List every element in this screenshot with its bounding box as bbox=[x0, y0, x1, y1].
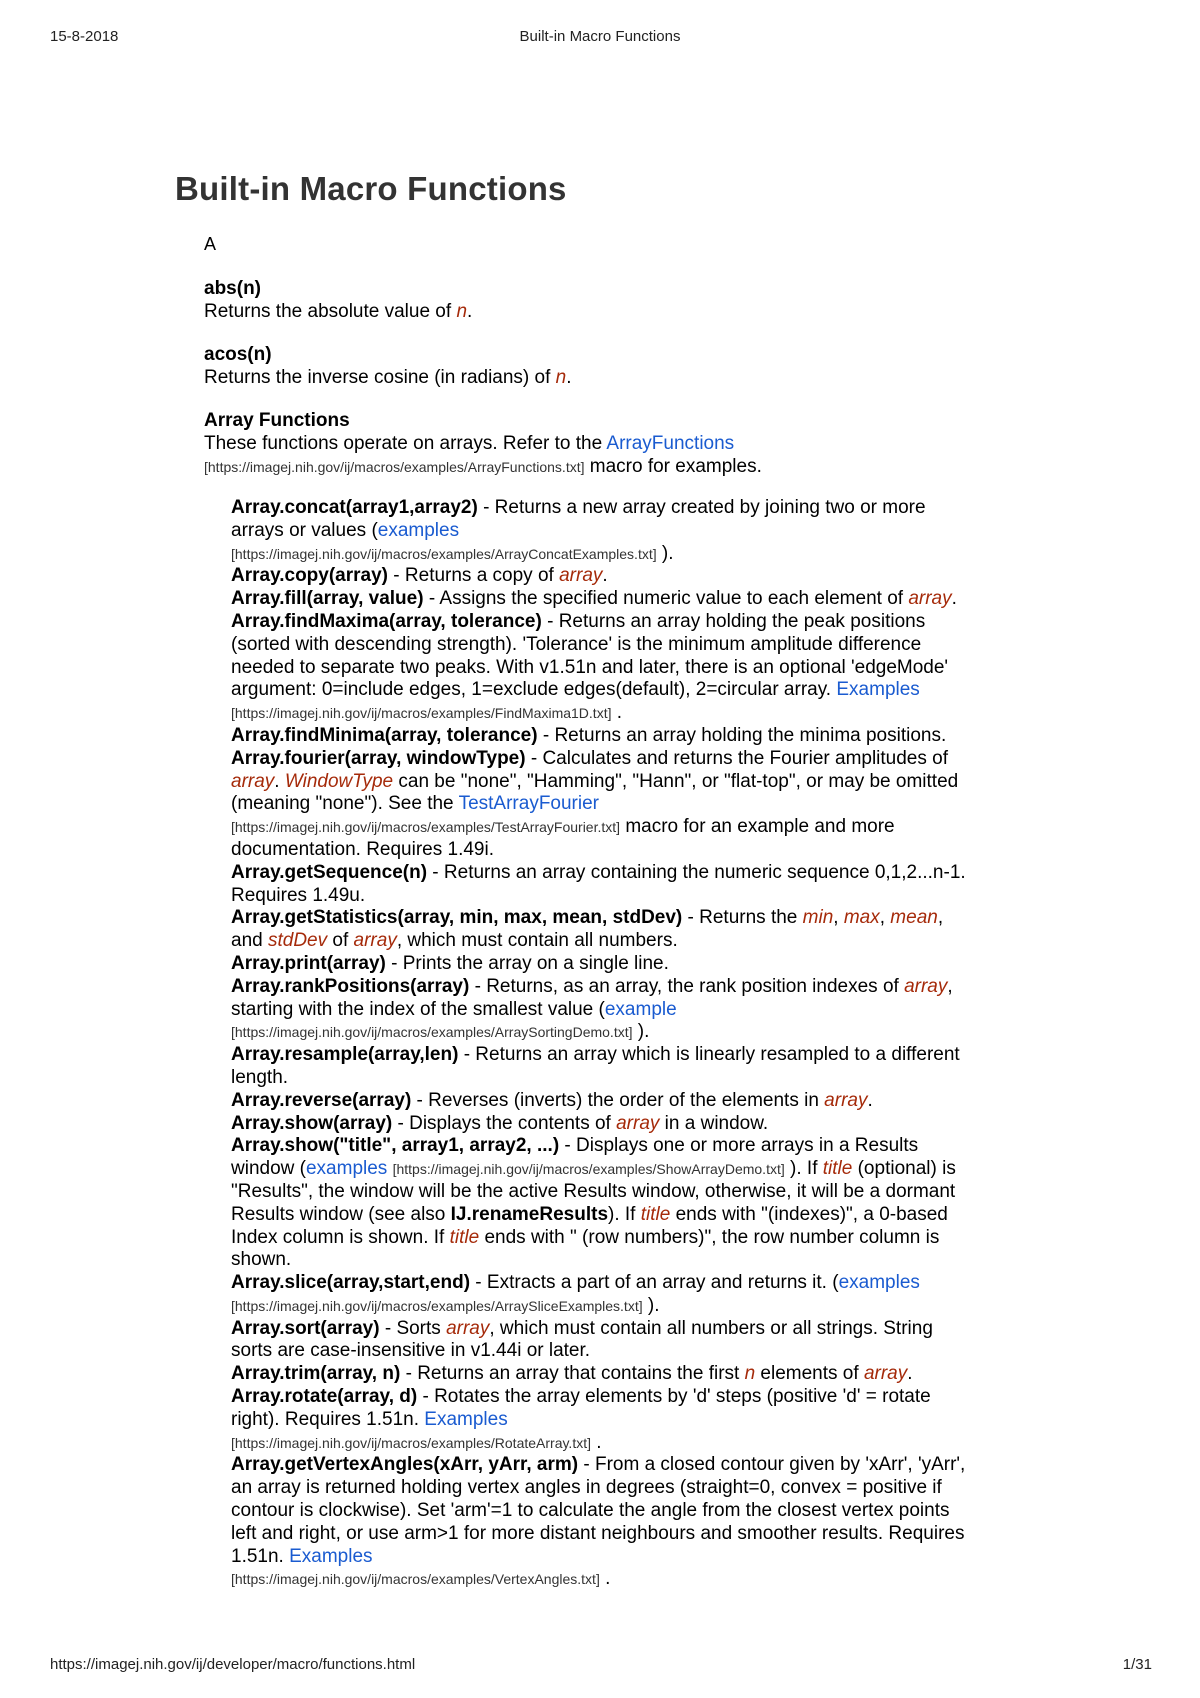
desc-text: . bbox=[467, 301, 473, 322]
header-date: 15-8-2018 bbox=[50, 28, 119, 45]
entry-array-show-title bbox=[231, 1135, 971, 1272]
function-reference: IJ.renameResults bbox=[450, 1203, 609, 1225]
desc-text: . bbox=[599, 1568, 611, 1590]
link-url: [https://imagej.nih.gov/ij/macros/examples/ArrayFunctions.txt] bbox=[204, 459, 585, 475]
examples-link[interactable]: examples bbox=[838, 1272, 920, 1294]
arg-n: n bbox=[456, 301, 468, 322]
entry-array-trim bbox=[231, 1363, 971, 1386]
entry-array-copy bbox=[231, 565, 971, 588]
desc-text: - Returns an array containing the numeric sequence 0,1,2...n-1. Requires 1.49u. bbox=[231, 861, 966, 906]
entry-array-findminima bbox=[231, 725, 971, 748]
desc-text: , which must contain all numbers. bbox=[396, 930, 678, 952]
function-signature: Array.print(array) bbox=[231, 952, 386, 974]
function-signature: Array.sort(array) bbox=[231, 1317, 380, 1339]
link-url: [https://imagej.nih.gov/ij/macros/examples/TestArrayFourier.txt] bbox=[231, 819, 621, 836]
desc-text: . bbox=[907, 1363, 913, 1385]
function-signature: Array.show("title", array1, array2, ...) bbox=[231, 1135, 560, 1157]
link-url: [https://imagej.nih.gov/ij/macros/examples/ArrayConcatExamples.txt] bbox=[231, 545, 657, 562]
desc-text: ). If bbox=[608, 1203, 641, 1225]
desc-text: , starting with the index of the smallest value ( bbox=[231, 975, 953, 1020]
desc-text: elements of bbox=[755, 1363, 864, 1385]
arg-name: array bbox=[231, 770, 275, 792]
function-signature: Array.getVertexAngles(xArr, yArr, arm) bbox=[231, 1454, 579, 1476]
desc-text: , which must contain all numbers or all strings. String sorts are case-insensitive in v1.44i or later. bbox=[231, 1317, 933, 1362]
function-acos bbox=[204, 343, 964, 389]
link-url: [https://imagej.nih.gov/ij/macros/examples/ArraySliceExamples.txt] bbox=[231, 1297, 643, 1314]
desc-text: ends with "(indexes)", a 0-based Index column is shown. If bbox=[231, 1203, 948, 1248]
link-url: [https://imagej.nih.gov/ij/macros/examples/RotateArray.txt] bbox=[231, 1434, 591, 1451]
desc-text: , bbox=[879, 907, 891, 929]
desc-text: can be "none", "Hamming", "Hann", or "flat-top", or may be omitted (meaning "none"). See the bbox=[231, 770, 959, 815]
desc-text: . bbox=[602, 565, 608, 587]
desc-text: - Calculates and returns the Fourier amplitudes of bbox=[525, 747, 949, 769]
desc-text: - Prints the array on a single line. bbox=[385, 952, 669, 974]
desc-text: . bbox=[591, 1431, 602, 1453]
examples-link[interactable]: examples bbox=[305, 1158, 388, 1180]
function-signature: Array.reverse(array) bbox=[231, 1089, 412, 1111]
link-url: [https://imagej.nih.gov/ij/macros/examples/VertexAngles.txt] bbox=[231, 1571, 600, 1588]
examples-link[interactable]: examples bbox=[377, 519, 460, 541]
arg-name: array bbox=[863, 1363, 908, 1385]
entry-array-findmaxima bbox=[231, 611, 971, 725]
entry-array-reverse bbox=[231, 1090, 971, 1113]
desc-text: . bbox=[274, 770, 285, 792]
desc-text: - Returns, as an array, the rank position indexes of bbox=[469, 975, 905, 997]
array-functions-heading: Array Functions bbox=[204, 410, 350, 431]
arg-name: array bbox=[616, 1112, 660, 1134]
function-acos-desc bbox=[204, 366, 964, 389]
desc-text: macro for an example and more documentation. Requires 1.49i. bbox=[231, 816, 895, 860]
desc-text: Returns the inverse cosine (in radians) of bbox=[204, 367, 556, 388]
desc-text: - Returns the bbox=[682, 907, 803, 929]
desc-text: - Sorts bbox=[379, 1317, 447, 1339]
header-doc-title: Built-in Macro Functions bbox=[519, 28, 681, 45]
examples-link[interactable]: Examples bbox=[836, 679, 920, 701]
entry-array-rotate bbox=[231, 1386, 971, 1454]
function-signature: Array.findMinima(array, tolerance) bbox=[231, 724, 538, 746]
desc-text: - Returns a new array created by joining two or more arrays or values ( bbox=[231, 497, 926, 541]
function-signature: Array.fourier(array, windowType) bbox=[231, 747, 526, 769]
arg-name: n bbox=[744, 1363, 756, 1385]
function-abs-name: abs(n) bbox=[204, 278, 261, 299]
entry-array-rankpositions bbox=[231, 976, 971, 1044]
desc-text: These functions operate on arrays. Refer to the bbox=[204, 433, 607, 454]
section-letter: A bbox=[204, 234, 217, 254]
entry-array-print bbox=[231, 953, 971, 976]
function-signature: Array.slice(array,start,end) bbox=[231, 1272, 471, 1294]
arg-name: max bbox=[843, 907, 880, 929]
entry-array-sort bbox=[231, 1318, 971, 1364]
desc-text: - Extracts a part of an array and returns it. ( bbox=[470, 1272, 839, 1294]
function-acos-name: acos(n) bbox=[204, 344, 272, 365]
array-functions-link[interactable]: ArrayFunctions bbox=[606, 433, 735, 454]
desc-text: - Returns an array holding the minima positions. bbox=[537, 724, 947, 746]
function-signature: Array.show(array) bbox=[231, 1112, 393, 1134]
function-signature: Array.trim(array, n) bbox=[231, 1363, 401, 1385]
desc-text: in a window. bbox=[659, 1112, 769, 1134]
link-url: [https://imagej.nih.gov/ij/macros/examples/FindMaxima1D.txt] bbox=[231, 705, 612, 722]
desc-text: Returns the absolute value of bbox=[204, 301, 457, 322]
function-signature: Array.resample(array,len) bbox=[231, 1044, 459, 1066]
arg-name: title bbox=[449, 1226, 480, 1248]
link-url: [https://imagej.nih.gov/ij/macros/examples/ArraySortingDemo.txt] bbox=[231, 1024, 633, 1041]
function-signature: Array.rankPositions(array) bbox=[231, 975, 470, 997]
example-link[interactable]: example bbox=[604, 998, 677, 1020]
entry-array-show bbox=[231, 1113, 971, 1136]
entry-array-fill bbox=[231, 588, 971, 611]
arg-name: array bbox=[904, 975, 948, 997]
desc-text: ). bbox=[632, 1021, 650, 1043]
entry-array-getsequence bbox=[231, 862, 971, 908]
function-abs-desc bbox=[204, 300, 964, 323]
desc-text: , and bbox=[231, 907, 944, 952]
desc-text: - Reverses (inverts) the order of the elements in bbox=[411, 1089, 825, 1111]
arg-name: array bbox=[353, 930, 397, 952]
entry-array-getvertexangles bbox=[231, 1454, 971, 1591]
arg-name: array bbox=[824, 1089, 868, 1111]
desc-text: - Assigns the specified numeric value to each element of bbox=[423, 588, 909, 610]
desc-text: ). bbox=[642, 1294, 660, 1316]
function-signature: Array.fill(array, value) bbox=[231, 588, 424, 610]
desc-text: - Displays the contents of bbox=[392, 1112, 617, 1134]
footer-url: https://imagej.nih.gov/ij/developer/macro/functions.html bbox=[50, 1656, 416, 1673]
arg-n: n bbox=[555, 367, 567, 388]
desc-text: - Returns an array holding the peak positions (sorted with descending strength). 'Tolerance' is the minimum amplitude difference needed to separate two peaks. With v1.51n and later, there is an optional 'edgeMode' argument: 0=include edges, 1=exclude edges(default), 2=circular array. bbox=[231, 610, 949, 701]
desc-text: macro for examples. bbox=[584, 456, 762, 477]
arg-name: stdDev bbox=[267, 930, 328, 952]
desc-text: - From a closed contour given by 'xArr', 'yArr', an array is returned holding vertex angles in degrees (straight=0, convex = positive if contour is clockwise). Set 'arm'=1 to calculate the angle from the closest vertex points left and right, or use arm>1 for more distant neighbours and smoother results. Requires 1.51n. bbox=[231, 1454, 966, 1567]
desc-text: , bbox=[833, 907, 844, 929]
function-signature: Array.concat(array1,array2) bbox=[231, 497, 478, 518]
desc-text: - Displays one or more arrays in a Results window ( bbox=[231, 1135, 919, 1180]
desc-text: . bbox=[867, 1089, 873, 1111]
arg-name: min bbox=[802, 907, 834, 929]
desc-text: - Rotates the array elements by 'd' steps (positive 'd' = rotate right). Requires 1.51n. bbox=[231, 1386, 931, 1430]
examples-link[interactable]: Examples bbox=[424, 1408, 508, 1430]
desc-text: - Returns an array that contains the first bbox=[400, 1363, 745, 1385]
array-function-list bbox=[231, 497, 971, 1591]
arg-name: array bbox=[446, 1317, 490, 1339]
desc-text: - Returns a copy of bbox=[388, 565, 560, 587]
function-signature: Array.copy(array) bbox=[231, 565, 389, 587]
link-url: [https://imagej.nih.gov/ij/macros/examples/ShowArrayDemo.txt] bbox=[392, 1161, 785, 1178]
examples-link[interactable]: Examples bbox=[289, 1545, 373, 1567]
arg-name: mean bbox=[890, 907, 938, 929]
desc-text: ). If bbox=[784, 1158, 823, 1180]
function-signature: Array.findMaxima(array, tolerance) bbox=[231, 610, 542, 632]
function-abs bbox=[204, 277, 964, 323]
desc-text: . bbox=[611, 702, 623, 724]
function-signature: Array.getStatistics(array, min, max, mean, stdDev) bbox=[231, 907, 683, 929]
entry-array-resample bbox=[231, 1044, 971, 1090]
function-signature: Array.getSequence(n) bbox=[231, 861, 428, 883]
entry-array-concat bbox=[231, 497, 971, 565]
page-title: Built-in Macro Functions bbox=[175, 170, 567, 207]
test-array-fourier-link[interactable]: TestArrayFourier bbox=[458, 793, 599, 815]
function-signature: Array.rotate(array, d) bbox=[231, 1386, 418, 1408]
desc-text: . bbox=[951, 588, 957, 610]
array-functions-section bbox=[204, 409, 964, 479]
desc-text: of bbox=[327, 930, 354, 952]
desc-text: . bbox=[566, 367, 572, 388]
arg-name: array bbox=[908, 588, 952, 610]
arg-name: array bbox=[559, 565, 603, 587]
arg-name: title bbox=[640, 1203, 671, 1225]
desc-text: - Returns an array which is linearly resampled to a different length. bbox=[231, 1044, 960, 1088]
desc-text: ends with " (row numbers)", the row number column is shown. bbox=[231, 1226, 940, 1271]
footer-page-number: 1/31 bbox=[1122, 1656, 1152, 1673]
arg-name: title bbox=[822, 1158, 853, 1180]
desc-text: ). bbox=[656, 542, 674, 564]
arg-name: WindowType bbox=[284, 770, 394, 792]
entry-array-getstatistics bbox=[231, 907, 971, 953]
array-functions-desc bbox=[204, 432, 964, 479]
entry-array-slice bbox=[231, 1272, 971, 1318]
desc-text: (optional) is "Results", the window will be the active Results window, otherwise, it will be a dormant Results window (see also bbox=[231, 1158, 956, 1225]
entry-array-fourier bbox=[231, 748, 971, 862]
